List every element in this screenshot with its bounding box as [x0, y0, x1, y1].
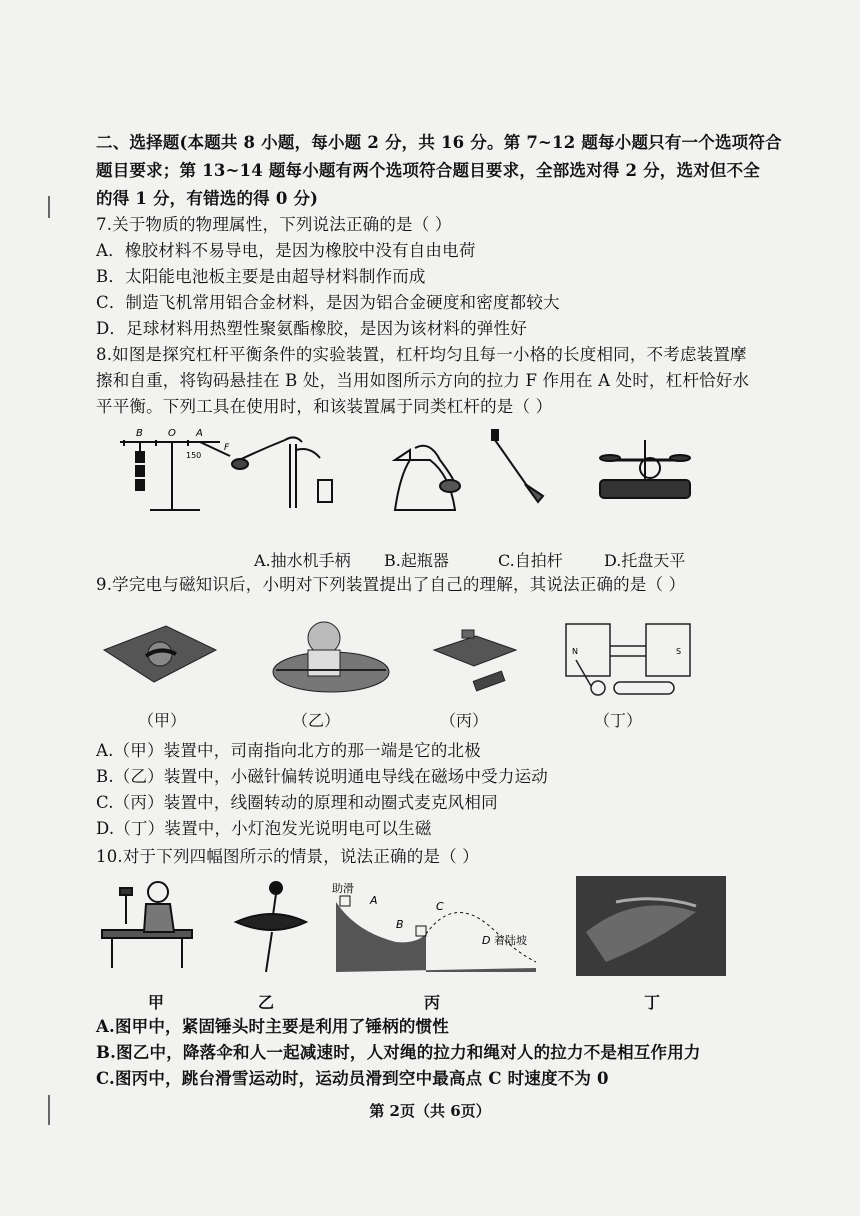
q10-stem: 10.对于下列四幅图所示的情景，说法正确的是（ ） — [96, 847, 479, 866]
bottle-opener-figure — [395, 446, 460, 510]
section-header-line-1: 二、选择题(本题共 8 小题，每小题 2 分，共 16 分。第 7~12 题每小题只有一个选项符合 — [96, 133, 782, 152]
q8-option-a: A.抽水机手柄 — [254, 551, 351, 570]
q9-option-c: C.（丙）装置中，线圈转动的原理和动圈式麦克风相同 — [96, 793, 498, 812]
q10-caption-yi: 乙 — [258, 993, 275, 1012]
lever-label-b: B — [136, 428, 143, 439]
q8-option-c: C.自拍杆 — [498, 551, 563, 570]
q10-option-b: B.图乙中，降落伞和人一起减速时，人对绳的拉力和绳对人的拉力不是相互作用力 — [96, 1043, 701, 1062]
q9-stem: 9.学完电与磁知识后，小明对下列装置提出了自己的理解，其说法正确的是（ ） — [96, 575, 686, 594]
ski-label-d: D — [482, 934, 491, 947]
q9-figures — [96, 610, 736, 706]
q10-figures — [96, 872, 736, 980]
ski-label-b: B — [396, 918, 404, 931]
si-nan-figure — [104, 626, 216, 682]
ski-label-a: A — [370, 894, 378, 907]
q8-option-d: D.托盘天平 — [604, 551, 686, 570]
hammer-man-figure — [102, 882, 192, 968]
parachutist-figure — [236, 882, 306, 972]
q10-caption-ding: 丁 — [644, 993, 661, 1012]
ski-label-landing: 着陆坡 — [494, 934, 527, 947]
lever-apparatus-figure — [120, 440, 230, 510]
speed-skating-photo — [576, 876, 726, 976]
q8-stem-line-2: 擦和自重，将钩码悬挂在 B 处，当用如图所示方向的拉力 F 作用在 A 处时，杠杆恰好水 — [96, 371, 750, 390]
q9-option-a: A.（甲）装置中，司南指向北方的那一端是它的北极 — [96, 741, 481, 760]
q7-option-b: B．太阳能电池板主要是由超导材料制作而成 — [96, 267, 426, 286]
q9-caption-bing: （丙） — [440, 711, 489, 730]
section-header-line-3: 的得 1 分，有错选的得 0 分) — [96, 189, 319, 208]
section-header-line-2: 题目要求；第 13~14 题每小题有两个选项符合题目要求，全部选对得 2 分，选对但不全 — [96, 161, 761, 180]
magnet-label-s: S — [676, 647, 682, 656]
tray-balance-figure — [600, 440, 690, 498]
lever-label-o: O — [168, 428, 176, 439]
q7-option-c: C．制造飞机常用铝合金材料，是因为铝合金硬度和密度都较大 — [96, 293, 560, 312]
ski-label-c: C — [436, 900, 444, 913]
q8-stem-line-1: 8.如图是探究杠杆平衡条件的实验装置，杠杆均匀且每一小格的长度相同，不考虑装置摩 — [96, 345, 747, 364]
q7-option-d: D．足球材料用热塑性聚氨酯橡胶，是因为该材料的弹性好 — [96, 319, 527, 338]
selfie-stick-figure — [492, 430, 543, 502]
q9-caption-ding: （丁） — [594, 711, 643, 730]
q9-caption-jia: （甲） — [138, 711, 187, 730]
page-number: 第 2页（共 6页） — [369, 1102, 491, 1120]
lever-label-angle: 150 — [186, 451, 202, 460]
q8-option-b: B.起瓶器 — [384, 551, 449, 570]
q9-option-b: B.（乙）装置中，小磁针偏转说明通电导线在磁场中受力运动 — [96, 767, 548, 786]
motor-coil-figure — [434, 630, 516, 691]
oersted-experiment-figure — [273, 622, 389, 692]
margin-mark-top — [48, 196, 50, 218]
q9-option-d: D.（丁）装置中，小灯泡发光说明电可以生磁 — [96, 819, 432, 838]
q7-stem: 7.关于物质的物理属性，下列说法正确的是（ ） — [96, 215, 452, 234]
q10-option-c: C.图丙中，跳台滑雪运动时，运动员滑到空中最高点 C 时速度不为 0 — [96, 1069, 609, 1088]
q10-caption-jia: 甲 — [148, 993, 165, 1012]
q7-option-a: A．橡胶材料不易导电，是因为橡胶中没有自由电荷 — [96, 241, 476, 260]
lever-label-f: F — [224, 443, 230, 453]
lever-label-a: A — [196, 428, 203, 439]
q10-caption-bing: 丙 — [424, 993, 441, 1012]
generator-figure — [566, 624, 690, 695]
q9-caption-yi: （乙） — [292, 711, 341, 730]
pump-handle-figure — [232, 437, 332, 508]
magnet-label-n: N — [572, 647, 578, 656]
q10-option-a: A.图甲中，紧固锤头时主要是利用了锤柄的惯性 — [96, 1017, 449, 1036]
ski-label-start: 助滑 — [332, 882, 354, 895]
q8-stem-line-3: 平平衡。下列工具在使用时，和该装置属于同类杠杆的是（ ） — [96, 397, 553, 416]
q8-figures — [110, 420, 710, 520]
